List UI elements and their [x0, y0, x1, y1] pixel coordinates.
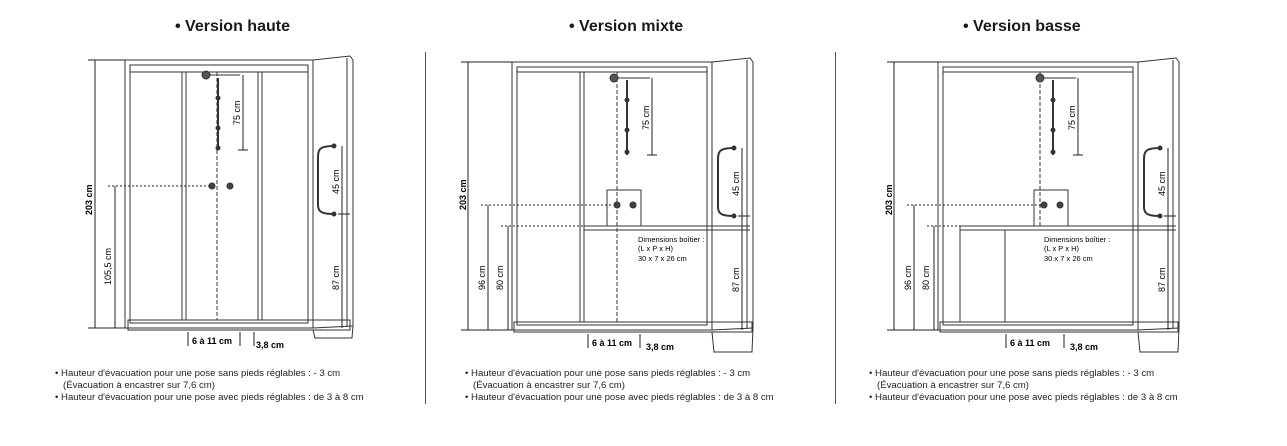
shower-cabin-haute: [125, 56, 353, 338]
dim-96-basse: 96 cm: [903, 265, 913, 290]
box-label-3-mixte: 30 x 7 x 26 cm: [638, 254, 687, 263]
dim-gap-mixte: 6 à 11 cm: [592, 338, 633, 348]
dim-low-basse: 87 cm: [1157, 267, 1167, 292]
dim-height-basse: 203 cm: [884, 184, 894, 215]
dim-shower-basse: 75 cm: [1067, 105, 1077, 130]
dim-step-basse: 3,8 cm: [1070, 342, 1099, 352]
box-label-1-mixte: Dimensions boîtier :: [638, 235, 705, 244]
dim-low-haute: 87 cm: [331, 265, 341, 290]
note-line: • Hauteur d'évacuation pour une pose avec pieds réglables : de 3 à 8 cm: [55, 392, 364, 403]
box-label-3-basse: 30 x 7 x 26 cm: [1044, 254, 1093, 263]
dim-shower-mixte: 75 cm: [641, 105, 651, 130]
note-line: (Évacuation à encastrer sur 7,6 cm): [877, 380, 1029, 391]
notes-mixte: [465, 368, 774, 404]
panel-divider: [835, 52, 836, 404]
dim-gap-haute: 6 à 11 cm: [192, 336, 233, 346]
note-line: • Hauteur d'évacuation pour une pose avec pieds réglables : de 3 à 8 cm: [465, 392, 774, 403]
dim-80-mixte: 80 cm: [495, 265, 505, 290]
shower-cabin-mixte: [512, 58, 753, 352]
box-label-2-basse: (L x P x H): [1044, 244, 1080, 253]
dim-step-mixte: 3,8 cm: [646, 342, 675, 352]
note-line: • Hauteur d'évacuation pour une pose sans pieds réglables : - 3 cm: [869, 368, 1155, 379]
dim-96-mixte: 96 cm: [477, 265, 487, 290]
dim-height-mixte: 203 cm: [458, 179, 468, 210]
panel-title-mixte: • Version mixte: [569, 18, 684, 35]
dim-bar-haute: 45 cm: [331, 169, 341, 194]
notes-haute: [55, 368, 364, 404]
dim-shower-haute: 75 cm: [232, 100, 242, 125]
dim-bar-mixte: 45 cm: [731, 171, 741, 196]
note-line: (Évacuation à encastrer sur 7,6 cm): [473, 380, 625, 391]
dim-step-haute: 3,8 cm: [256, 340, 285, 350]
dim-80-basse: 80 cm: [921, 265, 931, 290]
box-label-1-basse: Dimensions boîtier :: [1044, 235, 1111, 244]
dim-low-mixte: 87 cm: [731, 267, 741, 292]
note-line: • Hauteur d'évacuation pour une pose sans pieds réglables : - 3 cm: [465, 368, 751, 379]
panel-title-haute: • Version haute: [175, 18, 290, 35]
dim-mixer-haute: 105,5 cm: [103, 247, 113, 285]
notes-basse: [869, 368, 1178, 404]
note-line: • Hauteur d'évacuation pour une pose avec pieds réglables : de 3 à 8 cm: [869, 392, 1178, 403]
shower-cabin-basse: [938, 58, 1179, 352]
panel-title-basse: • Version basse: [963, 18, 1081, 35]
note-line: • Hauteur d'évacuation pour une pose sans pieds réglables : - 3 cm: [55, 368, 341, 379]
box-label-2-mixte: (L x P x H): [638, 244, 674, 253]
panel-divider: [425, 52, 426, 404]
dim-height-haute: 203 cm: [84, 184, 94, 215]
dim-bar-basse: 45 cm: [1157, 171, 1167, 196]
note-line: (Évacuation à encastrer sur 7,6 cm): [63, 380, 215, 391]
dim-gap-basse: 6 à 11 cm: [1010, 338, 1051, 348]
